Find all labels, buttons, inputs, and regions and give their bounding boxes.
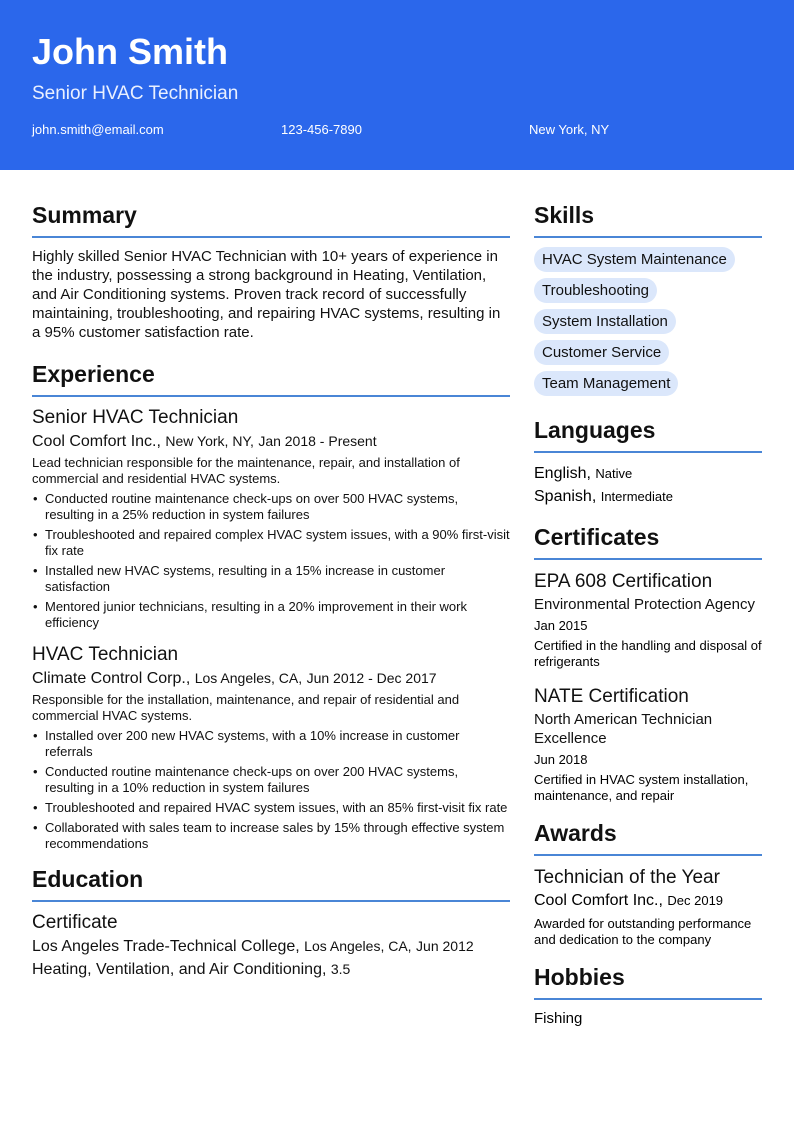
job-dates: Jun 2012 - Dec 2017 [306, 670, 437, 686]
job-company: Climate Control Corp., [32, 670, 191, 687]
job-entry [32, 406, 510, 631]
job-location: New York, NY, [165, 433, 254, 449]
candidate-title: Senior HVAC Technician [32, 83, 239, 104]
skill-chip: Troubleshooting [534, 278, 657, 303]
job-meta [32, 430, 510, 453]
section-heading: Awards [534, 820, 617, 846]
languages-section [534, 415, 762, 508]
list-item: • Installed over 200 new HVAC systems, with a 10% increase in customer referrals [32, 728, 510, 760]
section-divider [534, 451, 762, 453]
list-item: • Troubleshooted and repaired HVAC system issues, with an 85% first-visit fix rate [32, 800, 510, 816]
skill-chip: HVAC System Maintenance [534, 247, 735, 272]
list-item: • Mentored junior technicians, resulting in a 20% improvement in their work efficiency [32, 599, 510, 631]
summary-section [32, 200, 510, 342]
section-heading: Summary [32, 202, 137, 228]
certificate-date: Jan 2015 [534, 618, 588, 633]
education-meta [32, 935, 510, 958]
job-description: Responsible for the installation, maintenance, and repair of residential and commercial HVAC systems. [32, 692, 460, 723]
language-item [534, 462, 762, 485]
award-title: Technician of the Year [534, 867, 720, 888]
education-date: Jun 2012 [416, 938, 474, 954]
language-level: Native [595, 466, 633, 481]
list-item: • Collaborated with sales team to increase sales by 15% through effective system recommendations [32, 820, 510, 852]
resume-header [0, 0, 794, 170]
language-name: Spanish, [534, 488, 597, 505]
certificate-description: Certified in the handling and disposal of refrigerants [534, 638, 762, 669]
summary-text: Highly skilled Senior HVAC Technician with 10+ years of experience in the industry, possessing a strong background in Heating, Ventilation, and Air Conditioning systems. Proven track record of successfully maintaining, troubleshooting, and repairing HVAC systems, resulting in a 95% customer satisfaction rate. [32, 248, 501, 341]
list-item: • Installed new HVAC systems, resulting in a 15% increase in customer satisfaction [32, 563, 510, 595]
education-field: Heating, Ventilation, and Air Conditioning, [32, 961, 327, 978]
job-meta [32, 667, 510, 690]
award-date: Dec 2019 [667, 893, 724, 908]
job-dates: Jan 2018 - Present [258, 433, 377, 449]
job-title: HVAC Technician [32, 644, 179, 665]
language-name: English, [534, 465, 591, 482]
experience-section [32, 359, 510, 852]
section-divider [534, 998, 762, 1000]
section-divider [534, 236, 762, 238]
candidate-name: John Smith [32, 31, 228, 72]
job-entry [32, 643, 510, 852]
languages-list [534, 462, 762, 508]
left-column [32, 200, 510, 981]
section-heading: Education [32, 866, 144, 892]
certificate-entry [534, 684, 762, 804]
education-location: Los Angeles, CA, [304, 938, 412, 954]
award-org: Cool Comfort Inc., [534, 892, 663, 909]
certificate-description: Certified in HVAC system installation, maintenance, and repair [534, 772, 749, 803]
section-heading: Hobbies [534, 964, 625, 990]
contact-location: New York, NY [529, 122, 610, 137]
section-heading: Skills [534, 202, 595, 228]
list-item: • Troubleshooted and repaired complex HVAC system issues, with a 90% first-visit fix rate [32, 527, 510, 559]
section-divider [32, 900, 510, 902]
education-section [32, 864, 510, 981]
skills-list [534, 247, 762, 402]
section-divider [534, 854, 762, 856]
certificate-entry [534, 569, 762, 670]
award-entry [534, 865, 762, 948]
section-heading: Experience [32, 361, 155, 387]
job-achievements [32, 728, 510, 852]
section-divider [534, 558, 762, 560]
hobbies-section [534, 962, 762, 1029]
skills-section [534, 200, 762, 402]
certificate-name: EPA 608 Certification [534, 571, 713, 592]
list-item: • Conducted routine maintenance check-ups on over 500 HVAC systems, resulting in a 25% reduction in system failures [32, 491, 510, 523]
contact-email[interactable]: john.smith@email.com [32, 122, 164, 137]
section-heading: Certificates [534, 524, 660, 550]
award-meta [534, 890, 762, 912]
certificate-name: NATE Certification [534, 686, 689, 707]
job-location: Los Angeles, CA, [194, 670, 303, 686]
hobby-item: Fishing [534, 1010, 583, 1027]
job-achievements [32, 491, 510, 631]
contact-phone[interactable]: 123-456-7890 [281, 122, 362, 137]
job-company: Cool Comfort Inc., [32, 433, 161, 450]
awards-section [534, 818, 762, 948]
list-item: • Conducted routine maintenance check-ups on over 200 HVAC systems, resulting in a 10% reduction in system failures [32, 764, 510, 796]
right-column [534, 200, 762, 1029]
job-description: Lead technician responsible for the maintenance, repair, and installation of commercial and residential HVAC systems. [32, 455, 460, 486]
certificates-section [534, 522, 762, 804]
job-title: Senior HVAC Technician [32, 407, 239, 428]
education-gpa: 3.5 [330, 961, 351, 977]
certificate-date: Jun 2018 [534, 752, 588, 767]
education-field-row [32, 958, 510, 981]
skill-chip: Customer Service [534, 340, 669, 365]
certificate-issuer: Environmental Protection Agency [534, 596, 755, 613]
certificate-issuer: North American Technician Excellence [534, 711, 713, 747]
language-item [534, 485, 762, 508]
skill-chip: Team Management [534, 371, 678, 396]
language-level: Intermediate [600, 489, 673, 504]
award-description: Awarded for outstanding performance and dedication to the company [534, 916, 752, 947]
section-divider [32, 395, 510, 397]
education-school: Los Angeles Trade-Technical College, [32, 938, 300, 955]
section-divider [32, 236, 510, 238]
education-degree: Certificate [32, 912, 118, 933]
section-heading: Languages [534, 417, 656, 443]
skill-chip: System Installation [534, 309, 676, 334]
